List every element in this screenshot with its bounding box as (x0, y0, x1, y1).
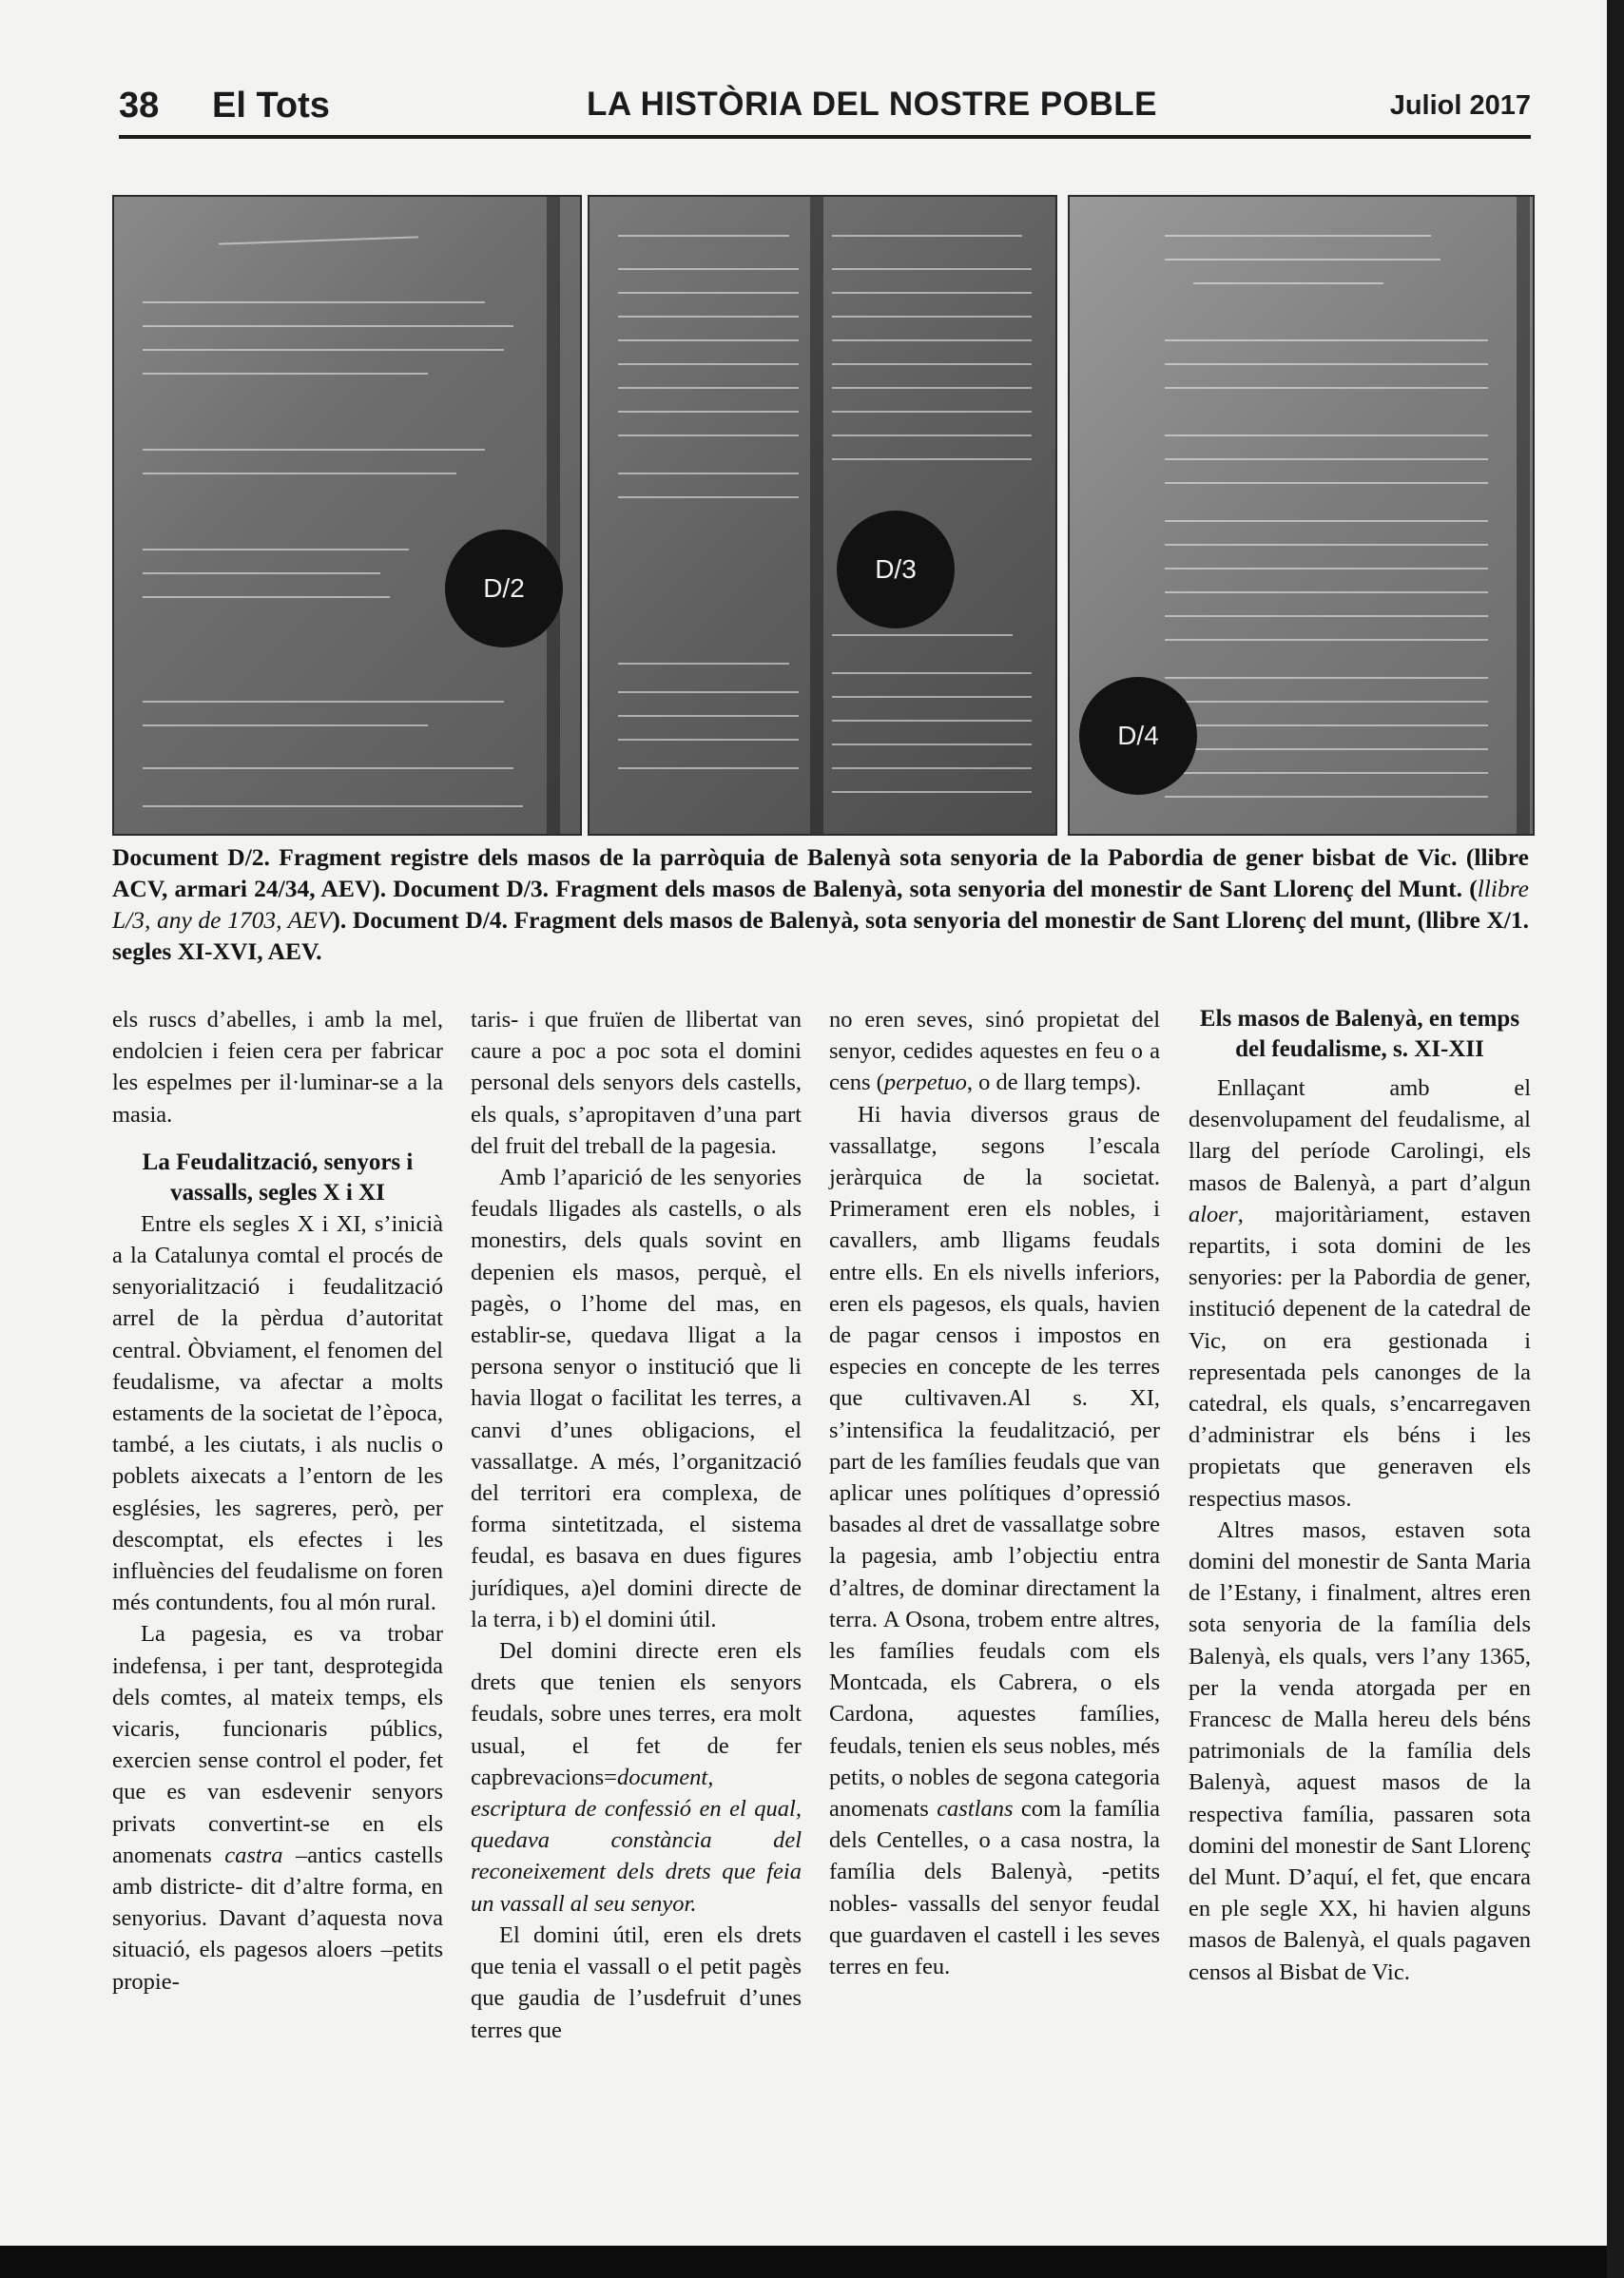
figure-caption (112, 841, 1529, 967)
script-line (832, 672, 1032, 674)
article-column-3 (829, 1004, 1160, 1982)
script-line (1165, 458, 1488, 460)
script-line (618, 715, 799, 717)
script-line (143, 349, 504, 351)
script-line (618, 292, 799, 294)
script-line (1165, 748, 1488, 750)
text-run: Enllaçant amb el desenvolupament del feudalisme, al llarg del període Carolingi, els masos de Balenyà, a part d’algun (1189, 1075, 1531, 1196)
magazine-title: El Tots (212, 86, 330, 125)
text-italic: aloer (1189, 1201, 1238, 1227)
paragraph (829, 1004, 1160, 1099)
script-line (618, 411, 799, 413)
article-column-1 (112, 1004, 443, 1998)
script-line (1165, 796, 1488, 798)
script-line (618, 268, 799, 270)
paragraph: Amb l’aparició de les senyories feudals lligades als castells, o als monestirs, dels quals sovint en depenien els masos, perquè, el pagès, o l’home del mas, en establir-se, quedava lligat a la persona senyor o institució que li havia llogat o facilitat les terres, a canvi d’unes obligacions, el vassallatge. A més, l’organització del territori era complexa, de forma sintetitzada, el sistema feudal, es basava en dues figures jurídiques, a)el domini directe de la terra, i b) el domini útil. (471, 1165, 802, 1632)
text-run: com la família dels Centelles, o a casa nostra, la família dels Balenyà, -petits nobles- vassalls del senyor feudal que guardaven el castell i les seves terres en feu. (829, 1796, 1160, 1980)
script-line (832, 634, 1013, 636)
caption-text: Document D/2. Fragment registre dels masos de la parròquia de Balenyà sota senyoria de la Pabordia de gener bisbat de Vic. (llibre ACV, armari 24/34, AEV). Document D/3. Fragment dels masos de Balenyà, sota senyoria del monestir de Sant Llorenç del Munt. ( (112, 843, 1529, 902)
text-run: , majoritàriament, estaven repartits, i sota domini de les senyories: per la Pabordia de gener, institució depenent de la catedral de Vic, on era gestionada i representada pels canonges de la catedral, els quals, s’encarregaven d’administrar els béns i les propietats que generaven els respectius masos. (1189, 1201, 1531, 1512)
script-line (618, 739, 799, 741)
script-line (1165, 615, 1488, 617)
script-line (143, 301, 485, 303)
book-spine (1517, 197, 1530, 834)
book-spine (810, 197, 823, 834)
script-line (143, 767, 513, 769)
caption-italic: llibre L/3, any de 1703, AEV (112, 875, 1529, 934)
text-run: no eren seves, sinó propietat del senyor, cedides aquestes en feu o a cens ( (829, 1007, 1160, 1096)
script-line (618, 316, 799, 318)
script-line (618, 767, 799, 769)
script-line (143, 473, 456, 474)
paragraph (112, 1618, 443, 1997)
script-line (143, 549, 409, 550)
text-run: Del domini directe eren els drets que tenien els senyors feudals, sobre unes terres, era molt usual, el fet de fer capbrevacions= (471, 1638, 802, 1790)
script-line (1165, 434, 1488, 436)
script-line (1165, 568, 1488, 570)
book-spine (547, 197, 560, 834)
paragraph (1189, 1072, 1531, 1515)
script-line (143, 596, 390, 598)
text-run: Hi havia diversos graus de vassallatge, segons l’escala jeràrquica de la societat. Primerament eren els nobles, i cavallers, amb lligams feudals entre ells. En els nivells inferiors, eren els pagesos, els quals, havien de pagar censos i impostos en especies en concepte de les terres que cultivaven.Al s. XI, s’intensifica la feudalització, per part de les famílies feudals que van aplicar unes polítiques d’opressió basades al dret de vassallatge sobre la pagesia, amb l’objectiu entra d’altres, de dominar directament la terra. A Osona, trobem entre altres, les famílies feudals com els Montcada, els Cabrera, o els Cardona, aquestes famílies, feudals, tenien els seus nobles, més petits, o nobles de segona categoria anomenats (829, 1101, 1160, 1823)
script-line (618, 473, 799, 474)
script-line (832, 696, 1032, 698)
text-run: , o de llarg temps). (966, 1070, 1142, 1096)
script-line (1165, 677, 1488, 679)
script-line (618, 496, 799, 498)
script-line (1165, 772, 1488, 774)
paragraph: Altres masos, estaven sota domini del monestir de Santa Maria de l’Estany, i finalment, altres eren sota senyoria de la família dels Balenyà, els quals, vers l’any 1365, per la venda atorgada per en Francesc de Malla hereu dels béns patrimonials de la família dels Balenyà, aquest masos de la respectiva família, passaren sota domini del monestir de Sant Llorenç del Munt. D’aquí, el fet, que encara en ple segle XX, hi havien alguns masos de Balenyà, el quals pagaven censos al Bisbat de Vic. (1189, 1516, 1531, 1985)
paragraph: Entre els segles X i XI, s’inicià a la Catalunya comtal el procés de senyorialització i feudalització arrel de la pèrdua d’autoritat central. Òbviament, el fenomen del feudalisme, va afectar a molts estaments de la societat de l’època, també, a les ciutats, i als nuclis o poblets aixecats a l’entorn de les esglésies, les sagreres, però, per descomptat, els efectes i les influències del feudalisme on foren més contundents, fou al món rural. (112, 1210, 443, 1616)
paragraph: els ruscs d’abelles, i amb la mel, endolcien i feien cera per fabricar les espelmes per il·luminar-se a la masia. (112, 1007, 443, 1128)
script-line (1165, 591, 1488, 593)
script-line (832, 434, 1032, 436)
script-line (1165, 387, 1488, 389)
script-line (1165, 259, 1440, 261)
script-line (1165, 544, 1488, 546)
script-line (618, 387, 799, 389)
badge-d4: D/4 (1079, 677, 1197, 795)
section-title: LA HISTÒRIA DEL NOSTRE POBLE (587, 86, 1157, 123)
page-number: 38 (119, 86, 160, 125)
script-line (618, 434, 799, 436)
text-italic: castra (224, 1842, 283, 1868)
issue-date: Juliol 2017 (1389, 90, 1531, 121)
script-line (832, 791, 1032, 793)
document-photo-d2 (112, 195, 582, 836)
paragraph (829, 1099, 1160, 1983)
script-line (143, 805, 523, 807)
text-italic: perpetuo (883, 1070, 967, 1096)
script-line (832, 235, 1022, 237)
script-line (832, 767, 1032, 769)
script-line (618, 339, 799, 341)
text-run: –antics castells amb districte- dit d’altre forma, en senyorius. Davant d’aquesta nova situació, els pagesos aloers –petits propie- (112, 1842, 443, 1995)
script-line (832, 458, 1032, 460)
script-line (219, 236, 418, 244)
page-header (119, 86, 1531, 133)
script-line (143, 701, 504, 703)
section-heading: Els masos de Balenyà, en temps del feudalisme, s. XI-XII (1199, 1006, 1520, 1062)
script-line (1193, 282, 1383, 284)
caption-text: ). Document D/4. Fragment dels masos de Balenyà, sota senyoria del monestir de Sant Llorenç del munt, (llibre X/1. segles XI-XVI, AEV. (112, 906, 1529, 965)
script-line (832, 743, 1032, 745)
script-line (1165, 639, 1488, 641)
section-heading: La Feudalització, senyors i vassalls, segles X i XI (142, 1149, 414, 1206)
script-line (618, 691, 799, 693)
script-line (618, 235, 789, 237)
text-italic: document, escriptura de confessió en el qual, quedava constància del reconeixement dels drets que feia un vassall al seu senyor. (471, 1764, 802, 1917)
script-line (1165, 482, 1488, 484)
document-photo-d4 (1068, 195, 1535, 836)
script-line (832, 268, 1032, 270)
script-line (832, 411, 1032, 413)
script-line (832, 339, 1032, 341)
script-line (1165, 339, 1488, 341)
header-rule (119, 135, 1531, 139)
page-edge (1607, 0, 1624, 2278)
text-run: La pagesia, es va trobar indefensa, i per tant, desprotegida dels comtes, al mateix temps, els vicaris, funcionaris públics, exercien sense control el poder, fet que es van esdevenir senyors privats convertint-se en els anomenats (112, 1621, 443, 1868)
script-line (832, 316, 1032, 318)
script-line (832, 720, 1032, 722)
script-line (618, 663, 789, 665)
script-line (143, 572, 380, 574)
badge-d2: D/2 (445, 530, 563, 647)
script-line (1165, 724, 1488, 726)
script-line (1165, 235, 1431, 237)
script-line (143, 325, 513, 327)
script-line (143, 724, 428, 726)
script-line (1165, 520, 1488, 522)
script-line (1165, 701, 1488, 703)
badge-d3: D/3 (837, 511, 955, 628)
paragraph (471, 1635, 802, 1920)
script-line (832, 363, 1032, 365)
article-column-4 (1189, 1004, 1531, 1988)
document-photo-d3 (588, 195, 1057, 836)
script-line (832, 292, 1032, 294)
text-italic: castlans (937, 1796, 1014, 1823)
script-line (1165, 363, 1488, 365)
script-line (143, 373, 428, 375)
paragraph: El domini útil, eren els drets que tenia el vassall o el petit pagès que gaudia de l’usdefruit d’unes terres que (471, 1921, 802, 2043)
script-line (832, 387, 1032, 389)
script-line (143, 449, 485, 451)
article-column-2 (471, 1004, 802, 2046)
paragraph: taris- i que fruïen de llibertat van caure a poc a poc sota el domini personal dels senyors dels castells, els quals, s’apropitaven d’una part del fruit del treball de la pagesia. (471, 1007, 802, 1159)
script-line (618, 363, 799, 365)
